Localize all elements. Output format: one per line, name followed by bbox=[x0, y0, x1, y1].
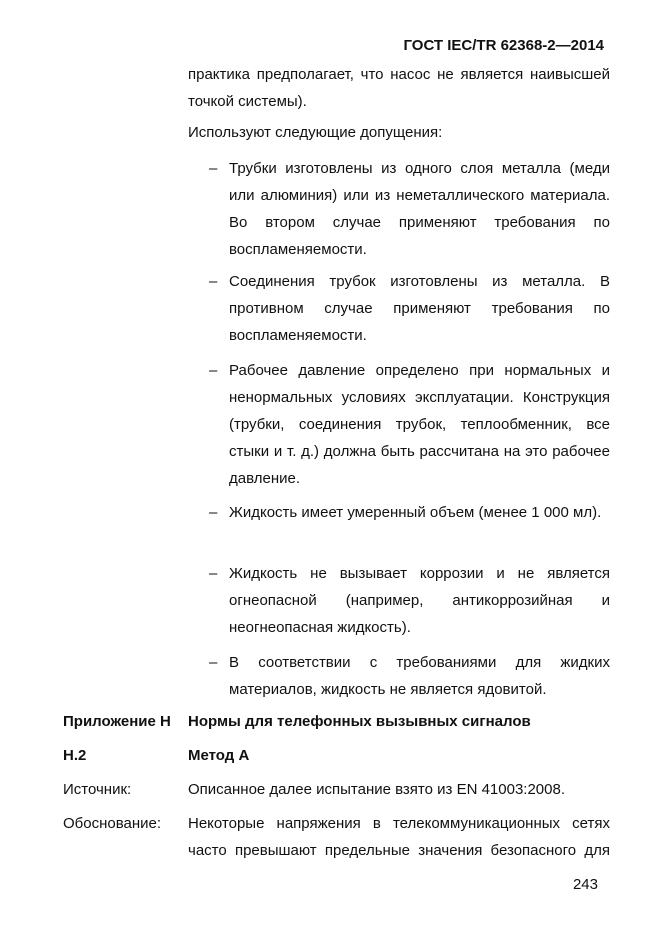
list-item-text: Трубки изготовлены из одного слоя металла (меди или алюминия) или из неметаллического материала. Во втором случае применяют требования по воспламеняемости. bbox=[229, 160, 610, 258]
annex-title: Нормы для телефонных вызывных сигналов bbox=[188, 713, 531, 730]
list-item-text: В соответствии с требованиями для жидких материалов, жидкость не является ядовитой. bbox=[229, 654, 610, 698]
document-header: ГОСТ IEC/TR 62368-2—2014 bbox=[403, 37, 604, 54]
source-label: Источник: bbox=[63, 781, 132, 798]
continuation-paragraph: практика предполагает, что насос не является наивысшей точкой системы). bbox=[188, 66, 610, 110]
section-number: Н.2 bbox=[63, 747, 87, 764]
list-item-text: Соединения трубок изготовлены из металла. В противном случае применяют требования по воспламеняемости. bbox=[229, 273, 610, 344]
page-number: 243 bbox=[572, 876, 598, 893]
list-item-text: Жидкость не вызывает коррозии и не является огнеопасной (например, антикоррозийная и неогнеопасная жидкость). bbox=[229, 565, 610, 636]
list-item-text: Рабочее давление определено при нормальных и ненормальных условиях эксплуатации. Конструкция (трубки, соединения трубок, теплообменник, все стыки и т. д.) должна быть рассчитана на это рабочее давление. bbox=[229, 362, 610, 487]
assumptions-lead: Используют следующие допущения: bbox=[188, 124, 443, 141]
dash-bullet: – bbox=[209, 273, 218, 290]
dash-bullet: – bbox=[209, 160, 218, 177]
annex-label: Приложение Н bbox=[63, 713, 171, 730]
rationale-text: Некоторые напряжения в телекоммуникационных сетях часто превышают предельные значения безопасного для bbox=[188, 815, 610, 859]
list-item-text: Жидкость имеет умеренный объем (менее 1 000 мл). bbox=[229, 504, 602, 521]
dash-bullet: – bbox=[209, 504, 218, 521]
dash-bullet: – bbox=[209, 565, 218, 582]
section-title: Метод А bbox=[188, 747, 250, 764]
rationale-label: Обоснование: bbox=[63, 815, 162, 832]
dash-bullet: – bbox=[209, 362, 218, 379]
source-text: Описанное далее испытание взято из EN 41003:2008. bbox=[188, 781, 565, 798]
dash-bullet: – bbox=[209, 654, 218, 671]
